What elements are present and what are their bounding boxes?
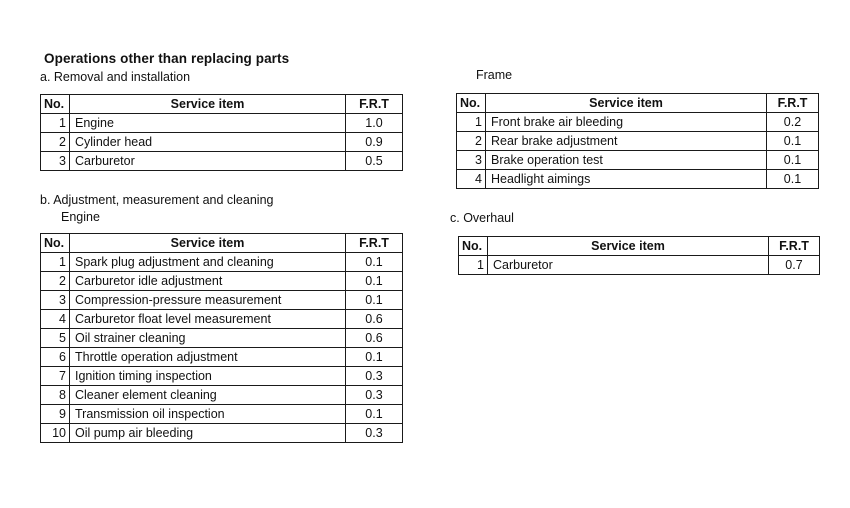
table-header-row — [457, 94, 819, 113]
table-header-row — [41, 234, 403, 253]
row-frt: 0.1 — [346, 291, 403, 310]
row-frt: 0.1 — [346, 253, 403, 272]
table-row — [41, 133, 403, 152]
table-row — [41, 272, 403, 291]
row-frt: 0.2 — [767, 113, 819, 132]
row-no: 1 — [41, 114, 70, 133]
row-frt: 0.9 — [346, 133, 403, 152]
row-no: 8 — [41, 386, 70, 405]
header-service-item: Service item — [70, 234, 346, 253]
header-no: No. — [459, 237, 488, 256]
row-no: 2 — [41, 133, 70, 152]
row-item: Carburetor idle adjustment — [70, 272, 346, 291]
page-heading: Operations other than replacing parts — [44, 51, 290, 66]
row-item: Headlight aimings — [486, 170, 767, 189]
row-no: 7 — [41, 367, 70, 386]
section-c-label: c. Overhaul — [450, 211, 514, 225]
row-no: 1 — [457, 113, 486, 132]
section-b-label: b. Adjustment, measurement and cleaning — [40, 193, 274, 207]
row-frt: 0.5 — [346, 152, 403, 171]
row-no: 1 — [41, 253, 70, 272]
row-frt: 0.1 — [767, 132, 819, 151]
row-no: 9 — [41, 405, 70, 424]
row-item: Cylinder head — [70, 133, 346, 152]
row-no: 5 — [41, 329, 70, 348]
row-frt: 0.1 — [346, 405, 403, 424]
row-no: 6 — [41, 348, 70, 367]
table-removal-installation — [40, 94, 403, 171]
row-frt: 1.0 — [346, 114, 403, 133]
row-frt: 0.1 — [767, 170, 819, 189]
row-frt: 0.3 — [346, 424, 403, 443]
row-item: Engine — [70, 114, 346, 133]
table-frame — [456, 93, 819, 189]
row-frt: 0.1 — [346, 348, 403, 367]
header-no: No. — [457, 94, 486, 113]
header-frt: F.R.T — [769, 237, 820, 256]
table-row — [41, 114, 403, 133]
section-b-sublabel: Engine — [61, 210, 100, 224]
header-frt: F.R.T — [346, 95, 403, 114]
row-item: Spark plug adjustment and cleaning — [70, 253, 346, 272]
row-frt: 0.1 — [346, 272, 403, 291]
row-item: Oil pump air bleeding — [70, 424, 346, 443]
row-item: Transmission oil inspection — [70, 405, 346, 424]
table-row — [41, 310, 403, 329]
row-frt: 0.6 — [346, 329, 403, 348]
row-item: Rear brake adjustment — [486, 132, 767, 151]
table-row — [457, 132, 819, 151]
row-item: Oil strainer cleaning — [70, 329, 346, 348]
row-item: Throttle operation adjustment — [70, 348, 346, 367]
frame-label: Frame — [476, 68, 513, 82]
row-item: Carburetor — [488, 256, 769, 275]
table-overhaul — [458, 236, 820, 275]
row-frt: 0.3 — [346, 367, 403, 386]
row-no: 2 — [41, 272, 70, 291]
row-frt: 0.7 — [769, 256, 820, 275]
table-row — [459, 256, 820, 275]
row-item: Ignition timing inspection — [70, 367, 346, 386]
table-row — [41, 424, 403, 443]
row-item: Front brake air bleeding — [486, 113, 767, 132]
row-item: Carburetor float level measurement — [70, 310, 346, 329]
table-header-row — [41, 95, 403, 114]
row-frt: 0.3 — [346, 386, 403, 405]
table-row — [41, 367, 403, 386]
header-no: No. — [41, 234, 70, 253]
row-no: 10 — [41, 424, 70, 443]
row-no: 4 — [41, 310, 70, 329]
header-frt: F.R.T — [767, 94, 819, 113]
table-row — [41, 152, 403, 171]
header-service-item: Service item — [488, 237, 769, 256]
table-row — [457, 113, 819, 132]
table-row — [41, 329, 403, 348]
header-frt: F.R.T — [346, 234, 403, 253]
table-adjustment-measurement — [40, 233, 403, 443]
header-service-item: Service item — [70, 95, 346, 114]
row-item: Cleaner element cleaning — [70, 386, 346, 405]
table-row — [41, 291, 403, 310]
header-service-item: Service item — [486, 94, 767, 113]
table-row — [41, 405, 403, 424]
header-no: No. — [41, 95, 70, 114]
row-item: Compression-pressure measurement — [70, 291, 346, 310]
row-frt: 0.6 — [346, 310, 403, 329]
row-frt: 0.1 — [767, 151, 819, 170]
row-no: 2 — [457, 132, 486, 151]
row-no: 4 — [457, 170, 486, 189]
row-no: 1 — [459, 256, 488, 275]
table-row — [41, 348, 403, 367]
row-no: 3 — [457, 151, 486, 170]
row-no: 3 — [41, 152, 70, 171]
row-item: Carburetor — [70, 152, 346, 171]
section-a-label: a. Removal and installation — [40, 70, 191, 84]
table-row — [457, 151, 819, 170]
table-row — [457, 170, 819, 189]
table-row — [41, 253, 403, 272]
table-header-row — [459, 237, 820, 256]
row-item: Brake operation test — [486, 151, 767, 170]
row-no: 3 — [41, 291, 70, 310]
table-row — [41, 386, 403, 405]
